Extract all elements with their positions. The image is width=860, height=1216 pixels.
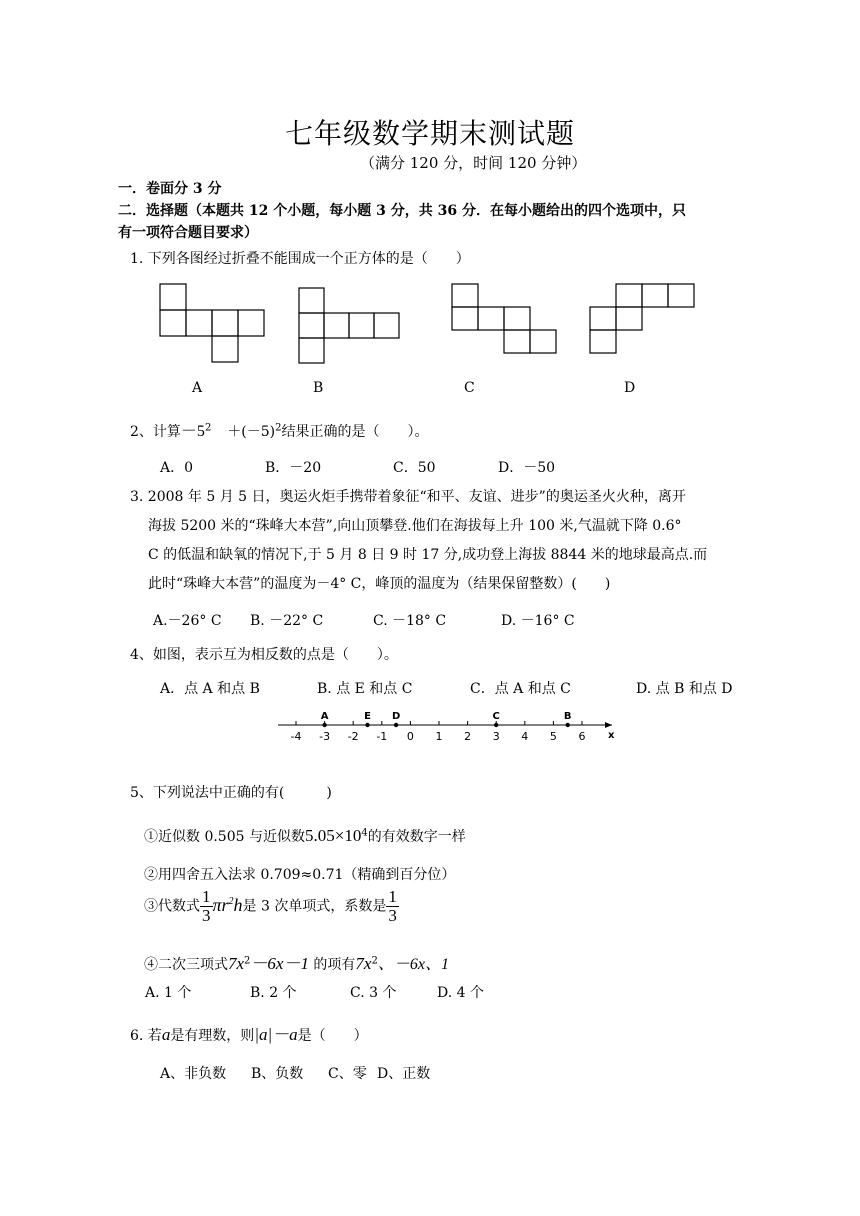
- q5-s3-coef-num: 1: [388, 887, 397, 906]
- point-c-label: C: [492, 711, 500, 722]
- q5-statement-3: [144, 888, 399, 925]
- tick-label: -1: [376, 730, 388, 743]
- q5-option-b: B. 2 个: [250, 985, 297, 1001]
- point-e-label: E: [364, 711, 371, 722]
- q5-s1-math: 5.05×10: [304, 826, 362, 845]
- point-d-label: D: [391, 711, 401, 722]
- q6-post: 是（ ）: [297, 1028, 368, 1044]
- q4-option-c: C．点 A 和点 C: [470, 681, 571, 697]
- question-5-stem: 5、下列说法中正确的有( ): [130, 785, 332, 801]
- q3-option-a: A.－26° C: [153, 613, 222, 629]
- point-e-marker: [365, 723, 369, 727]
- question-3-line3: C 的低温和缺氧的情况下,于 5 月 8 日 9 时 17 分,成功登上海拔 8844 米的地球最高点.而: [148, 547, 708, 563]
- q5-s1-text: ①近似数 0.505 与近似数: [144, 829, 305, 845]
- tick-label: -3: [319, 730, 331, 743]
- q5-s1-post: 的有效数字一样: [367, 829, 466, 845]
- q5-s4-math2: －6x－1: [250, 954, 309, 973]
- q2-option-d: D．－50: [498, 460, 556, 476]
- point-b-marker: [566, 723, 570, 727]
- question-3-line1: 3. 2008 年 5 月 5 日，奥运火炬手携带着象征“和平、友谊、进步”的奥运圣火火种，离开: [130, 489, 686, 505]
- section-2-heading-line1: 二．选择题（本题共 12 个小题，每小题 3 分，共 36 分．在每小题给出的四个选项中，只: [118, 203, 686, 219]
- q5-s3-coef: [386, 888, 399, 925]
- q6-option-d: D、正数: [377, 1066, 431, 1082]
- tick-label: 4: [521, 730, 529, 743]
- tick-label: 0: [406, 730, 414, 743]
- tick-label: -4: [290, 730, 302, 743]
- q5-s4-exp: 2: [244, 955, 251, 967]
- q4-option-b: B. 点 E 和点 C: [317, 681, 413, 697]
- q2-plus: ＋(－5): [227, 424, 276, 440]
- q2-option-c: C．50: [393, 460, 436, 476]
- page-subtitle: （满分 120 分，时间 120 分钟）: [360, 154, 587, 172]
- question-3-line2: 海拔 5200 米的“珠峰大本营”,向山顶攀登.他们在海拔每上升 100 米,气温就下降 0.6°: [148, 518, 682, 534]
- q5-s1-exp: 4: [361, 827, 368, 839]
- net-label-d: D: [624, 380, 636, 396]
- q5-s4-pre: ④二次三项式: [144, 957, 228, 973]
- q3-option-b: B. －22° C: [250, 613, 324, 629]
- q5-statement-1: [144, 826, 466, 846]
- axis-label-x: x: [608, 730, 615, 741]
- q6-var-a: a: [161, 1025, 171, 1044]
- point-d-marker: [394, 723, 398, 727]
- q6-option-c: C、零: [328, 1066, 367, 1082]
- q5-s4-math3: 7x: [355, 954, 372, 973]
- number-line-arrow: [605, 722, 612, 728]
- q4-option-a: A．点 A 和点 B: [160, 681, 260, 697]
- q6-option-b: B、负数: [251, 1066, 304, 1082]
- q5-s3-coef-den: 3: [388, 906, 397, 925]
- tick-label: 6: [578, 730, 586, 743]
- q5-option-a: A. 1 个: [145, 985, 192, 1001]
- tick-label: -2: [347, 730, 359, 743]
- q3-option-d: D. －16° C: [501, 613, 575, 629]
- number-line-figure: [270, 705, 630, 745]
- q5-s3-monomial: $\pi r^2h$: [212, 894, 243, 915]
- q5-s4-math1: 7x: [228, 954, 245, 973]
- point-c-marker: [494, 723, 498, 727]
- point-a-marker: [322, 723, 326, 727]
- page-title: 七年级数学期末测试题: [284, 117, 575, 150]
- q5-s3-fraction: [200, 888, 213, 925]
- q5-s3-text: ③代数式: [144, 898, 200, 915]
- q2-option-b: B．－20: [265, 460, 322, 476]
- q2-exp1: 2: [204, 422, 212, 434]
- net-label-a: A: [192, 380, 203, 396]
- section-1-heading: 一．卷面分 3 分: [118, 181, 222, 197]
- q5-option-c: C. 3 个: [350, 985, 397, 1001]
- question-3-line4: 此时“珠峰大本营”的温度为－4° C，峰顶的温度为（结果保留整数）( ): [148, 576, 611, 592]
- section-2-heading-line2: 有一项符合题目要求）: [118, 225, 258, 241]
- tick-label: 5: [549, 730, 557, 743]
- q5-s4-mid: 的项有: [313, 957, 356, 973]
- q2-prefix: 2、计算: [130, 424, 181, 440]
- cube-nets-figure: [150, 278, 710, 368]
- q2-base1: －5: [180, 423, 205, 440]
- q6-option-a: A、非负数: [160, 1066, 227, 1082]
- question-2-stem: [130, 418, 429, 441]
- point-b-label: B: [563, 711, 572, 722]
- q5-s3-mid: 是 3 次单项式，系数是: [242, 898, 387, 915]
- q3-option-c: C. －18° C: [373, 613, 447, 629]
- net-label-c: C: [464, 380, 475, 396]
- tick-label: 2: [464, 730, 472, 743]
- q2-option-a: A．0: [160, 460, 194, 476]
- q5-s4-post: 、－6x、1: [377, 956, 449, 973]
- q4-option-d: D. 点 B 和点 D: [636, 681, 733, 697]
- net-label-b: B: [313, 380, 324, 396]
- q5-s3-frac-num: 1: [202, 887, 211, 906]
- question-1-stem: 1. 下列各图经过折叠不能围成一个正方体的是（ ）: [130, 251, 470, 267]
- q5-s4-exp2: 2: [371, 955, 378, 967]
- q6-expression: |a|－a: [254, 1025, 298, 1044]
- q6-pre: 6. 若: [130, 1028, 162, 1044]
- question-4-stem: 4、如图，表示互为相反数的点是（ ）。: [130, 647, 398, 663]
- tick-label: 1: [435, 730, 443, 743]
- q2-exp2: 2: [275, 422, 282, 434]
- q5-statement-2: ②用四舍五入法求 0.709≈0.71（精确到百分位）: [144, 867, 456, 883]
- q5-option-d: D. 4 个: [437, 985, 484, 1001]
- q5-statement-4: [144, 949, 449, 974]
- point-a-label: A: [320, 711, 329, 722]
- tick-label: 3: [492, 730, 500, 743]
- q6-mid: 是有理数，则: [170, 1028, 255, 1044]
- question-6-stem: [130, 1020, 368, 1045]
- q5-s3-frac-den: 3: [202, 906, 211, 925]
- q2-suffix: 结果正确的是（ ）。: [281, 424, 429, 440]
